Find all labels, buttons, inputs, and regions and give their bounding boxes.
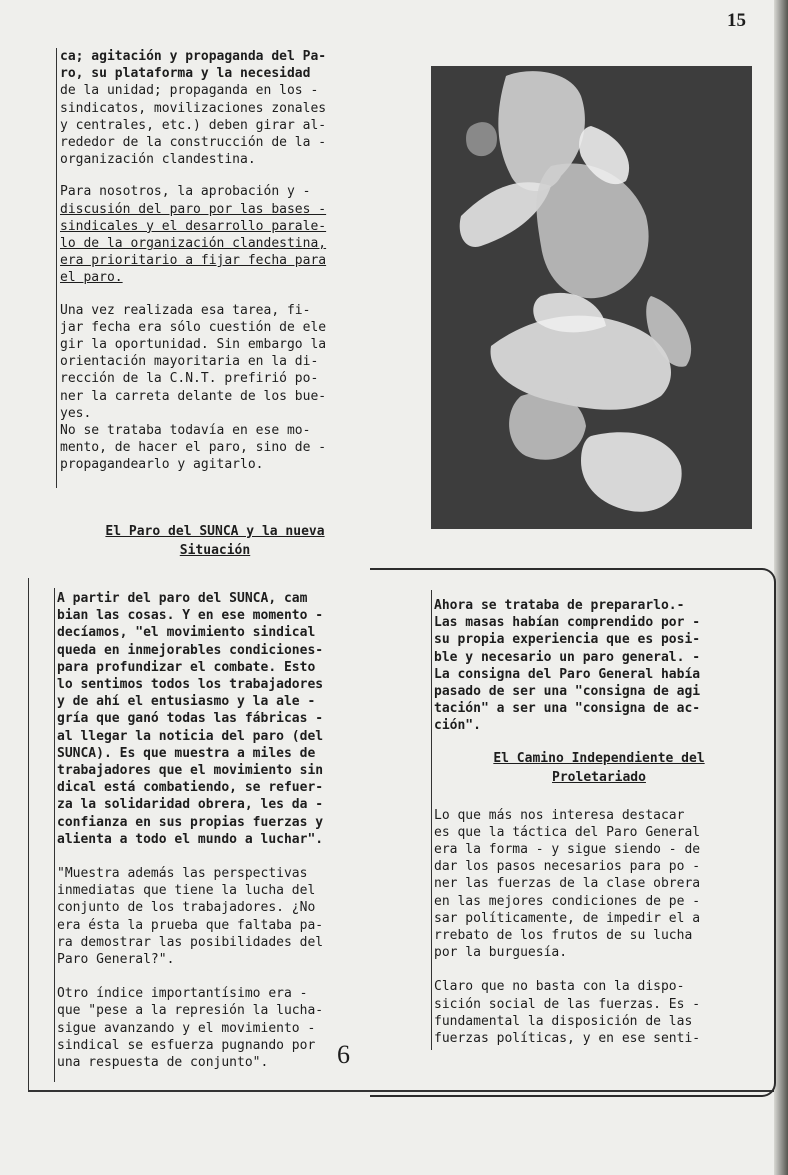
text-line: ner la carreta delante de los bue- <box>60 388 327 404</box>
text-line: Paro General?". <box>57 952 175 968</box>
heading-line: Proletariado <box>552 769 646 785</box>
text-line: sar políticamente, de impedir el a <box>434 910 701 926</box>
text-line: ca; agitación y propaganda del Pa- <box>60 49 327 64</box>
text-line: el paro. <box>60 270 123 286</box>
section-heading-paro-sunca <box>60 522 370 560</box>
text-line: es que la táctica del Paro General <box>434 824 701 840</box>
text-line: sindicales y el desarrollo parale- <box>60 218 327 234</box>
paragraph-lo-que-mas <box>434 807 764 962</box>
text-line: discusión del paro por las bases - <box>60 201 327 217</box>
text-line: rrebato de los frutos de su lucha <box>434 928 693 944</box>
text-line: No se trataba todavía en ese mo- <box>60 423 311 439</box>
text-line: La consigna del Paro General había <box>434 666 701 682</box>
section-heading-camino <box>434 749 764 787</box>
text-line: Para nosotros, la aprobación y - <box>60 184 311 200</box>
text-line: sición social de las fuerzas. Es - <box>434 996 701 1012</box>
text-line: sindicatos, movilizaciones zonales <box>60 100 327 116</box>
margin-rule-right <box>431 590 432 1050</box>
text-line: decíamos, "el movimiento sindical <box>57 625 316 641</box>
text-line: Las masas habían comprendido por - <box>434 615 701 631</box>
text-line: trabajadores que el movimiento sin <box>57 763 324 779</box>
text-line: que "pese a la represión la lucha- <box>57 1003 324 1019</box>
text-line: ro, su plataforma y la necesidad <box>60 66 311 82</box>
text-line: su propia experiencia que es posi- <box>434 632 701 648</box>
heading-line: El Paro del SUNCA y la nueva <box>105 524 325 539</box>
text-line: lo de la organización clandestina, <box>60 236 327 252</box>
text-line: rección de la C.N.T. prefirió po- <box>60 371 319 387</box>
text-line: por la burguesía. <box>434 945 568 961</box>
text-line: lo sentimos todos los trabajadores <box>57 677 324 693</box>
paragraph-a-partir <box>57 590 367 848</box>
text-line: dical está combatiendo, se refuer- <box>57 780 324 796</box>
column-bottom-right <box>434 597 764 1047</box>
text-line: bian las cosas. Y en ese momento - <box>57 608 324 624</box>
text-line: gría que ganó todas las fábricas - <box>57 711 324 727</box>
text-line: propagandearlo y agitarlo. <box>60 457 264 473</box>
text-line: conjunto de los trabajadores. ¿No <box>57 900 316 916</box>
text-line: SUNCA). Es que muestra a miles de <box>57 745 316 761</box>
paragraph-claro <box>434 978 764 1047</box>
paragraph-intro <box>60 48 370 168</box>
text-line: para profundizar el combate. Esto <box>57 659 316 675</box>
text-line: ción". <box>434 718 481 734</box>
text-line: y de ahí el entusiasmo y la ale - <box>57 694 316 710</box>
text-line: dar los pasos necesarios para po - <box>434 859 701 875</box>
paragraph-muestra <box>57 865 367 968</box>
text-line: al llegar la noticia del paro (del <box>57 728 324 744</box>
text-line: rededor de la construcción de la - <box>60 135 327 151</box>
text-line: za la solidaridad obrera, les da - <box>57 797 324 813</box>
text-line: era la forma - y sigue siendo - de <box>434 842 701 858</box>
text-line: alienta a todo el mundo a luchar". <box>57 831 324 847</box>
text-line: fuerzas políticas, y en ese senti- <box>434 1031 701 1047</box>
text-line: fundamental la disposición de las <box>434 1013 693 1029</box>
text-line: "Muestra además las perspectivas <box>57 866 308 882</box>
text-line: orientación mayoritaria en la di- <box>60 354 319 370</box>
page-number: 15 <box>727 10 746 31</box>
frame-left-rule <box>28 578 29 1092</box>
text-line: en las mejores condiciones de pe - <box>434 893 701 909</box>
text-line: yes. <box>60 405 92 421</box>
text-line: una respuesta de conjunto". <box>57 1055 269 1071</box>
margin-rule-top <box>56 48 57 488</box>
column-top-left <box>60 48 370 474</box>
text-line: sindical se esfuerza pugnando por <box>57 1037 316 1053</box>
text-line: Otro índice importantísimo era - <box>57 986 308 1002</box>
photo-graphic <box>431 66 752 529</box>
text-line: Claro que no basta con la dispo- <box>434 979 685 995</box>
text-line: gir la oportunidad. Sin embargo la <box>60 337 327 353</box>
heading-line: El Camino Independiente del <box>493 750 705 766</box>
text-line: jar fecha era sólo cuestión de ele <box>60 319 327 335</box>
heading-line: Situación <box>179 543 251 558</box>
text-line: queda en inmejorables condiciones- <box>57 642 324 658</box>
text-line: sigue avanzando y el movimiento - <box>57 1020 316 1036</box>
text-line: mento, de hacer el paro, sino de - <box>60 440 327 456</box>
text-line: y centrales, etc.) deben girar al- <box>60 117 327 133</box>
paragraph-una-vez <box>60 302 370 422</box>
text-line: era ésta la prueba que faltaba pa- <box>57 917 324 933</box>
column-bottom-left <box>57 590 367 1071</box>
text-line: A partir del paro del SUNCA, cam <box>57 591 308 606</box>
text-line: era prioritario a fijar fecha para <box>60 253 327 269</box>
text-line: pasado de ser una "consigna de agi <box>434 684 701 700</box>
text-line: ner las fuerzas de la clase obrera <box>434 876 701 892</box>
text-line: de la unidad; propaganda en los - <box>60 83 319 99</box>
paragraph-para-nosotros <box>60 183 370 286</box>
text-line: inmediatas que tiene la lucha del <box>57 883 316 899</box>
paragraph-otro-indice <box>57 985 367 1071</box>
text-line: tación" a ser una "consigna de ac- <box>434 701 701 717</box>
text-line: ra demostrar las posibilidades del <box>57 934 324 950</box>
text-line: ble y necesario un paro general. - <box>434 649 701 665</box>
paragraph-no-se-trataba <box>60 422 370 474</box>
text-line: organización clandestina. <box>60 152 256 168</box>
margin-rule-bottom <box>54 588 55 1082</box>
text-line: Una vez realizada esa tarea, fi- <box>60 302 311 318</box>
text-line: Lo que más nos interesa destacar <box>434 807 685 823</box>
paragraph-ahora <box>434 597 764 735</box>
page-binding-edge <box>774 0 788 1175</box>
handwritten-mark: 6 <box>337 1040 350 1069</box>
photo-halftone-figure <box>431 66 752 529</box>
text-line: confianza en sus propias fuerzas y <box>57 814 324 830</box>
text-line: Ahora se trataba de prepararlo.- <box>434 598 685 613</box>
